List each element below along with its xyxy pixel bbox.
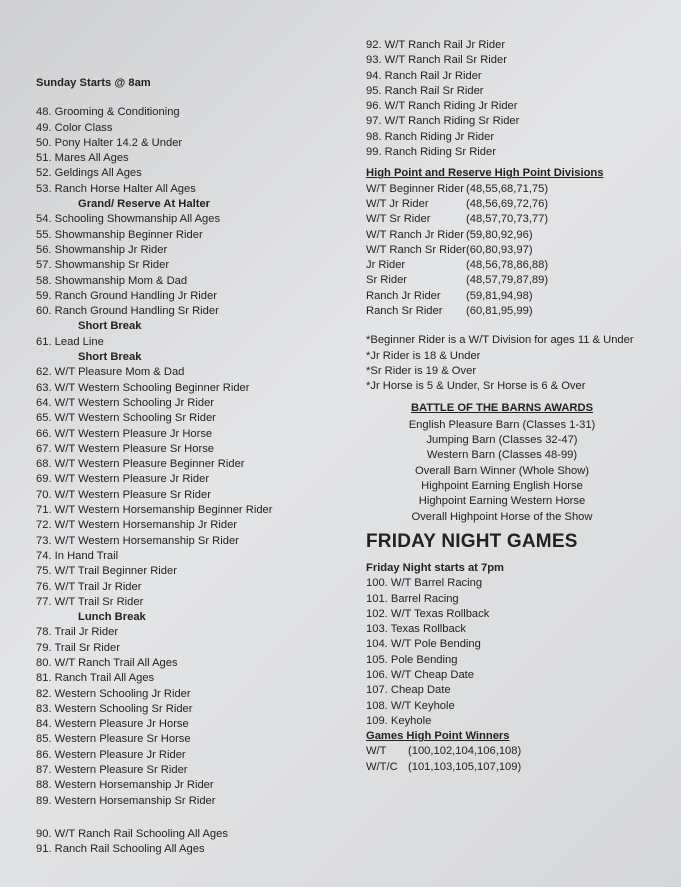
class-list-block2: [36, 212, 336, 319]
list-item: 49. Color Class: [36, 121, 113, 134]
class-list-block3: [36, 335, 336, 350]
list-item: 60. Ranch Ground Handling Sr Rider: [36, 305, 219, 318]
list-item: 82. Western Schooling Jr Rider: [36, 687, 191, 700]
right-column: [366, 38, 666, 775]
list-item: 68. W/T Western Pleasure Beginner Rider: [36, 458, 245, 471]
division-label: W/T Ranch Sr Rider: [366, 243, 466, 256]
list-item: 99. Ranch Riding Sr Rider: [366, 146, 496, 159]
list-item: 91. Ranch Rail Schooling All Ages: [36, 843, 205, 856]
short-break-heading-2: Short Break: [78, 351, 142, 364]
battle-of-barns-heading: BATTLE OF THE BARNS AWARDS: [410, 401, 594, 414]
list-item: 108. W/T Keyhole: [366, 699, 455, 712]
list-item: 70. W/T Western Pleasure Sr Rider: [36, 488, 211, 501]
list-item: Overall Barn Winner (Whole Show): [414, 464, 590, 477]
list-item: Western Barn (Classes 48-99): [426, 449, 578, 462]
division-classes: (48,55,68,71,75): [466, 182, 549, 195]
friday-start-heading: Friday Night starts at 7pm: [366, 561, 505, 574]
division-classes: (59,80,92,96): [466, 228, 533, 241]
division-label: Sr Rider: [366, 274, 408, 287]
list-item: 48. Grooming & Conditioning: [36, 106, 180, 119]
list-item: 55. Showmanship Beginner Rider: [36, 228, 203, 241]
list-item: 53. Ranch Horse Halter All Ages: [36, 182, 196, 195]
list-item: 51. Mares All Ages: [36, 152, 129, 165]
list-item: 64. W/T Western Schooling Jr Rider: [36, 396, 215, 409]
division-classes: (48,56,69,72,76): [466, 197, 549, 210]
list-item: 50. Pony Halter 14.2 & Under: [36, 136, 183, 149]
list-item: 56. Showmanship Jr Rider: [36, 243, 168, 256]
list-item: 109. Keyhole: [366, 714, 432, 727]
division-row: [366, 258, 666, 273]
division-row: [366, 228, 666, 243]
class-list-top: [366, 38, 666, 160]
games-high-point-heading: Games High Point Winners: [366, 730, 510, 743]
class-list-block4: [36, 365, 336, 610]
list-item: *Sr Rider is 19 & Over: [366, 364, 477, 377]
list-item: English Pleasure Barn (Classes 1-31): [408, 418, 596, 431]
division-label: W/T/C: [366, 760, 398, 773]
division-label: W/T Ranch Jr Rider: [366, 228, 465, 241]
division-notes: [366, 333, 666, 394]
list-item: 103. Texas Rollback: [366, 623, 466, 636]
division-row: [366, 197, 666, 212]
list-item: 74. In Hand Trail: [36, 549, 119, 562]
list-item: 84. Western Pleasure Jr Horse: [36, 718, 189, 731]
grand-reserve-heading: Grand/ Reserve At Halter: [78, 198, 211, 211]
list-item: 90. W/T Ranch Rail Schooling All Ages: [36, 827, 228, 840]
division-label: W/T Beginner Rider: [366, 182, 465, 195]
list-item: 89. Western Horsemanship Sr Rider: [36, 794, 216, 807]
division-label: Ranch Sr Rider: [366, 305, 443, 318]
list-item: 100. W/T Barrel Racing: [366, 577, 483, 590]
list-item: 59. Ranch Ground Handling Jr Rider: [36, 289, 217, 302]
list-item: 98. Ranch Riding Jr Rider: [366, 130, 495, 143]
games-high-point-list: [366, 744, 666, 775]
division-row: [366, 243, 666, 258]
list-item: 93. W/T Ranch Rail Sr Rider: [366, 54, 507, 67]
list-item: 67. W/T Western Pleasure Sr Horse: [36, 442, 215, 455]
list-item: 85. Western Pleasure Sr Horse: [36, 733, 191, 746]
division-label: W/T Sr Rider: [366, 213, 431, 226]
short-break-heading: Short Break: [78, 320, 142, 333]
list-item: 65. W/T Western Schooling Sr Rider: [36, 412, 216, 425]
list-item: 54. Schooling Showmanship All Ages: [36, 213, 221, 226]
list-item: 105. Pole Bending: [366, 653, 458, 666]
division-label: Jr Rider: [366, 259, 406, 272]
list-item: 71. W/T Western Horsemanship Beginner Rider: [36, 504, 273, 517]
list-item: 102. W/T Texas Rollback: [366, 607, 490, 620]
list-item: 106. W/T Cheap Date: [366, 668, 474, 681]
division-label: W/T: [366, 745, 387, 758]
list-item: 104. W/T Pole Bending: [366, 638, 481, 651]
list-item: 94. Ranch Rail Jr Rider: [366, 69, 482, 82]
list-item: 57. Showmanship Sr Rider: [36, 259, 170, 272]
division-label: W/T Jr Rider: [366, 197, 429, 210]
division-row: [366, 760, 666, 775]
division-classes: (60,81,95,99): [466, 305, 533, 318]
list-item: 88. Western Horsemanship Jr Rider: [36, 779, 214, 792]
list-item: 107. Cheap Date: [366, 684, 451, 697]
sunday-start-heading: Sunday Starts @ 8am: [36, 77, 151, 89]
list-item: Highpoint Earning English Horse: [421, 480, 583, 493]
list-item: 72. W/T Western Horsemanship Jr Rider: [36, 519, 238, 532]
list-item: 87. Western Pleasure Sr Rider: [36, 764, 188, 777]
list-item: 75. W/T Trail Beginner Rider: [36, 565, 177, 578]
division-row: [366, 304, 666, 319]
list-item: Jumping Barn (Classes 32-47): [426, 434, 578, 447]
list-item: *Jr Horse is 5 & Under, Sr Horse is 6 & Over: [366, 380, 586, 393]
list-item: 80. W/T Ranch Trail All Ages: [36, 656, 178, 669]
class-list-block5: [36, 625, 336, 809]
division-classes: (48,56,78,86,88): [466, 259, 549, 272]
list-item: 52. Geldings All Ages: [36, 167, 142, 180]
division-classes: (48,57,79,87,89): [466, 274, 549, 287]
division-row: [366, 273, 666, 288]
list-item: 81. Ranch Trail All Ages: [36, 672, 155, 685]
list-item: *Jr Rider is 18 & Under: [366, 349, 481, 362]
games-list: [366, 576, 666, 729]
list-item: Overall Highpoint Horse of the Show: [411, 510, 593, 523]
list-item: 63. W/T Western Schooling Beginner Rider: [36, 381, 250, 394]
lunch-break-heading: Lunch Break: [78, 611, 146, 624]
list-item: 58. Showmanship Mom & Dad: [36, 274, 188, 287]
battle-awards-list: [352, 418, 652, 525]
list-item: 92. W/T Ranch Rail Jr Rider: [366, 39, 506, 51]
list-item: 101. Barrel Racing: [366, 592, 459, 605]
list-item: 62. W/T Pleasure Mom & Dad: [36, 366, 185, 379]
division-classes: (101,103,105,107,109): [408, 760, 522, 773]
friday-night-games-title: FRIDAY NIGHT GAMES: [366, 530, 578, 552]
division-row: [366, 744, 666, 759]
list-item: 61. Lead Line: [36, 335, 104, 348]
list-item: 77. W/T Trail Sr Rider: [36, 595, 144, 608]
division-row: [366, 289, 666, 304]
high-point-heading: High Point and Reserve High Point Divisions: [366, 167, 604, 180]
list-item: 69. W/T Western Pleasure Jr Rider: [36, 473, 210, 486]
battle-of-barns-section: [352, 401, 652, 525]
division-classes: (59,81,94,98): [466, 289, 533, 302]
list-item: 96. W/T Ranch Riding Jr Rider: [366, 100, 518, 113]
class-list-block6: [36, 827, 336, 858]
division-row: [366, 182, 666, 197]
division-classes: (100,102,104,106,108): [408, 745, 522, 758]
division-row: [366, 212, 666, 227]
list-item: Highpoint Earning Western Horse: [418, 495, 586, 508]
list-item: 78. Trail Jr Rider: [36, 626, 119, 639]
high-point-divisions: [366, 182, 666, 320]
list-item: 76. W/T Trail Jr Rider: [36, 580, 142, 593]
division-classes: (60,80,93,97): [466, 243, 533, 256]
class-list-block1: [36, 105, 336, 197]
list-item: 79. Trail Sr Rider: [36, 641, 120, 654]
division-classes: (48,57,70,73,77): [466, 213, 549, 226]
list-item: 66. W/T Western Pleasure Jr Horse: [36, 427, 213, 440]
list-item: 83. Western Schooling Sr Rider: [36, 702, 193, 715]
list-item: *Beginner Rider is a W/T Division for ages 11 & Under: [366, 334, 634, 347]
division-label: Ranch Jr Rider: [366, 289, 441, 302]
list-item: 97. W/T Ranch Riding Sr Rider: [366, 115, 520, 128]
list-item: 95. Ranch Rail Sr Rider: [366, 84, 484, 97]
list-item: 73. W/T Western Horsemanship Sr Rider: [36, 534, 239, 547]
left-column: [36, 76, 336, 858]
list-item: 86. Western Pleasure Jr Rider: [36, 748, 186, 761]
